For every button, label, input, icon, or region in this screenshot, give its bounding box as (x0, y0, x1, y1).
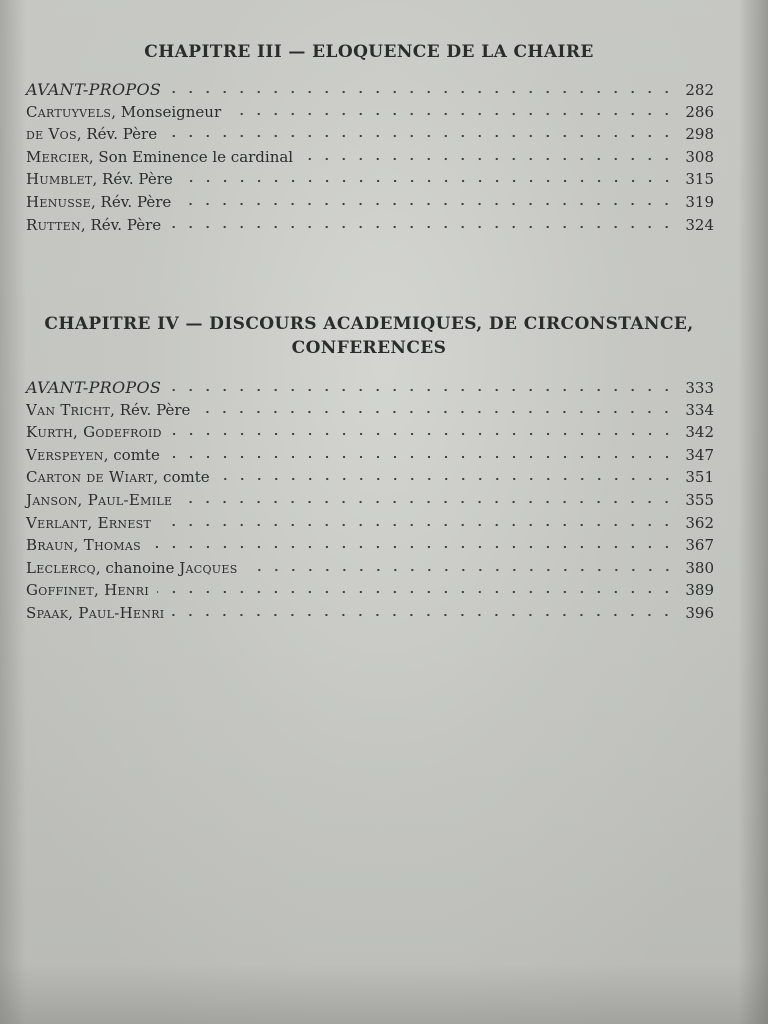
chapter-heading-line: CHAPITRE III — ELOQUENCE DE LA CHAIRE (144, 42, 594, 63)
dot-leader (165, 134, 675, 138)
toc-entry-title (26, 401, 194, 419)
chapter-4-heading (24, 312, 714, 360)
toc-entry-page-number: 319 (685, 192, 714, 211)
toc-entry (26, 581, 714, 604)
toc-entry-title (26, 216, 165, 234)
toc-entry-qualifier: , Rév. Père (92, 170, 173, 189)
toc-entry (26, 446, 714, 469)
toc-entry-name: Kurth, Godefroid (26, 423, 162, 442)
toc-entry-name: Rutten (26, 215, 81, 234)
page-shadow-bottom (0, 964, 768, 1024)
toc-entry (26, 378, 714, 401)
toc-entry-title (26, 536, 145, 554)
toc-entry (26, 423, 714, 446)
toc-entry (26, 559, 714, 582)
toc-entry-title (26, 491, 176, 509)
dot-leader (159, 523, 675, 527)
toc-entry-qualifier: , Son Eminence le cardinal (88, 147, 294, 166)
toc-entry-title (26, 581, 153, 599)
toc-entry-page-number: 324 (685, 215, 714, 234)
toc-entry-qualifier: , comte (103, 445, 160, 464)
toc-entry-name: Verspeyen (26, 445, 104, 464)
toc-entry-title (26, 103, 225, 121)
dot-leader (169, 388, 675, 392)
toc-entry-qualifier: , Rév. Père (91, 192, 172, 211)
toc-entry-name: Cartuyvels (26, 102, 112, 121)
toc-entry-title (26, 193, 175, 211)
toc-entry-name: Humblet (26, 170, 93, 189)
toc-entry-name: AVANT-PROPOS (26, 80, 162, 99)
toc-entry-qualifier: , Rév. Père (80, 215, 162, 234)
toc-entry-name: Verlant, Ernest (26, 513, 152, 532)
toc-entry-name: Leclercq (26, 558, 96, 577)
toc-entry (26, 80, 714, 103)
toc-entry-title (26, 604, 168, 622)
toc-entry (26, 468, 714, 491)
toc-entry-page-number: 396 (685, 603, 714, 622)
toc-entry (26, 401, 714, 424)
dot-leader (246, 568, 676, 572)
chapter-4-toc (26, 378, 714, 627)
toc-entry-name: de Vos (26, 125, 77, 144)
toc-entry-name: Braun, Thomas (26, 536, 141, 555)
toc-entry-title (26, 559, 242, 577)
toc-entry-page-number: 389 (685, 581, 714, 600)
toc-entry (26, 604, 714, 627)
toc-entry-title (26, 148, 297, 166)
dot-leader (218, 477, 676, 481)
dot-leader (169, 225, 675, 229)
toc-entry-title (26, 446, 164, 464)
toc-entry-page-number: 362 (685, 513, 714, 532)
toc-entry-page-number: 298 (685, 125, 714, 144)
dot-leader (170, 432, 676, 436)
toc-entry-qualifier: , comte (153, 468, 210, 487)
toc-entry-title (26, 423, 166, 441)
toc-entry-title (26, 125, 161, 143)
toc-entry-qualifier: , Rév. Père (76, 125, 158, 144)
chapter-heading-line: CHAPITRE IV — DISCOURS ACADEMIQUES, DE CIRCONSTANCE, (44, 314, 694, 335)
toc-entry-name: AVANT-PROPOS (26, 378, 162, 397)
toc-entry-page-number: 351 (685, 468, 714, 487)
toc-entry (26, 491, 714, 514)
toc-entry-title (26, 80, 165, 99)
toc-entry-page-number: 342 (685, 423, 714, 442)
toc-entry (26, 170, 714, 193)
toc-entry-page-number: 334 (685, 400, 714, 419)
toc-entry-page-number: 367 (685, 536, 714, 555)
toc-entry-given-name: Jacques (179, 558, 238, 577)
dot-leader (301, 157, 675, 161)
toc-entry-name: Goffinet, Henri (26, 581, 150, 600)
dot-leader (172, 613, 675, 617)
page-shadow-left (0, 0, 26, 1024)
toc-entry-name: Henusse (26, 192, 92, 211)
toc-entry (26, 514, 714, 537)
toc-entry (26, 536, 714, 559)
toc-entry-qualifier: , Monseigneur (111, 102, 222, 121)
toc-entry-page-number: 347 (685, 445, 714, 464)
toc-entry (26, 193, 714, 216)
toc-entry-qualifier: , Rév. Père (110, 400, 191, 419)
dot-leader (169, 90, 675, 94)
chapter-3-heading (24, 40, 714, 64)
dot-leader (180, 500, 675, 504)
dot-leader (149, 545, 675, 549)
toc-entry-name: Van Tricht (26, 400, 111, 419)
toc-entry-name: Spaak, Paul-Henri (26, 603, 165, 622)
toc-entry-page-number: 308 (685, 147, 714, 166)
toc-entry (26, 125, 714, 148)
dot-leader (168, 455, 676, 459)
toc-entry (26, 148, 714, 171)
dot-leader (229, 112, 675, 116)
toc-entry-title (26, 378, 165, 397)
toc-entry (26, 103, 714, 126)
dot-leader (198, 410, 675, 414)
toc-entry (26, 216, 714, 239)
toc-entry-page-number: 380 (685, 558, 714, 577)
chapter-3-toc (26, 80, 714, 238)
toc-entry-title (26, 170, 177, 188)
page-shadow-right (738, 0, 768, 1024)
toc-entry-name: Carton de Wiart (26, 468, 154, 487)
toc-entry-page-number: 333 (685, 379, 714, 397)
toc-entry-page-number: 355 (685, 490, 714, 509)
toc-entry-name: Mercier (26, 147, 89, 166)
dot-leader (179, 202, 675, 206)
chapter-heading-line: CONFERENCES (291, 338, 447, 359)
dot-leader (181, 179, 676, 183)
dot-leader (157, 590, 675, 594)
toc-entry-title (26, 514, 155, 532)
toc-entry-title (26, 468, 214, 486)
toc-entry-qualifier: , chanoine (95, 558, 180, 577)
toc-entry-page-number: 286 (685, 102, 714, 121)
toc-entry-page-number: 282 (685, 81, 714, 99)
toc-entry-page-number: 315 (685, 170, 714, 189)
toc-entry-name: Janson, Paul-Emile (26, 490, 173, 509)
